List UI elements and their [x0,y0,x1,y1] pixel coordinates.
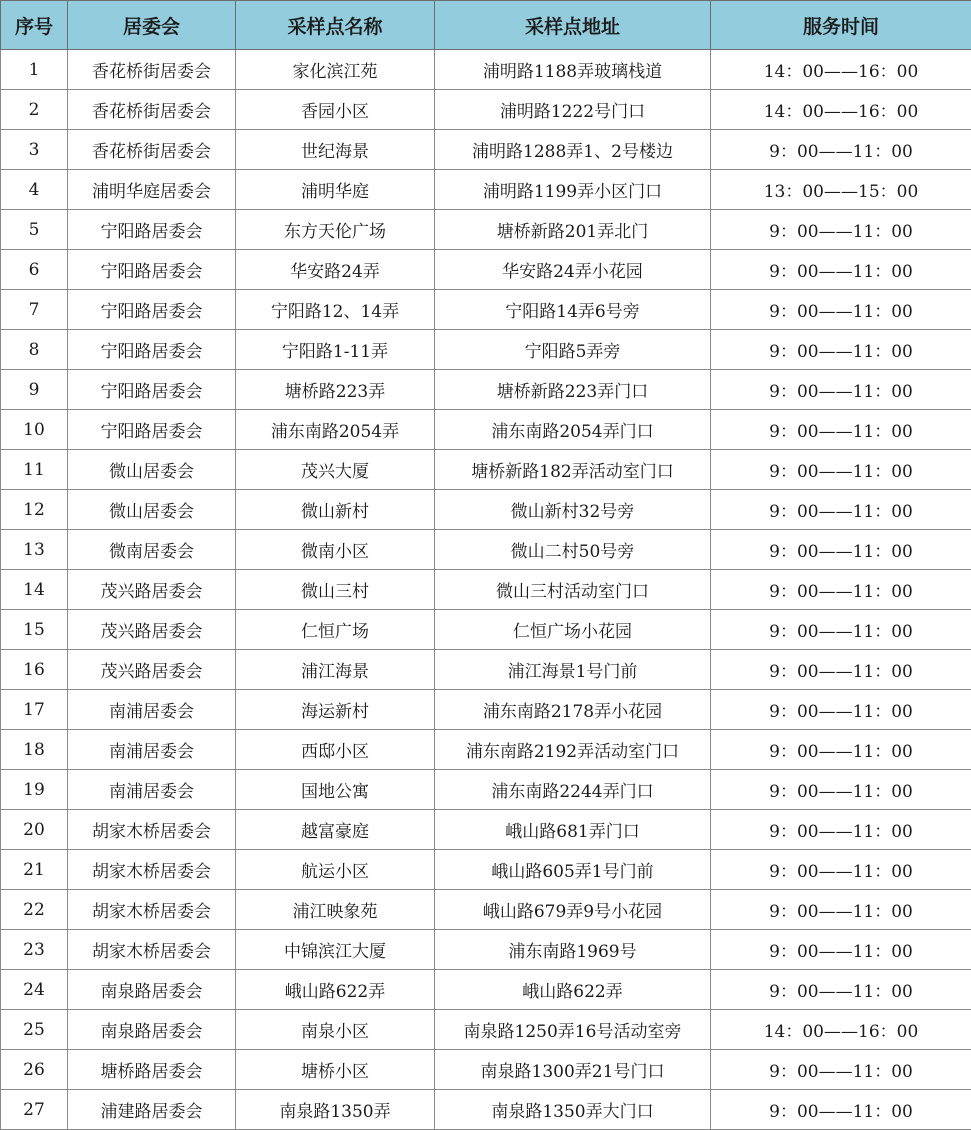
cell-index: 4 [1,170,68,210]
cell-index: 2 [1,90,68,130]
cell-service-time: 9：00——11：00 [711,530,971,570]
cell-committee: 宁阳路居委会 [68,330,236,370]
table-row [1,90,971,130]
cell-site-name: 航运小区 [236,850,435,890]
cell-committee: 南泉路居委会 [68,970,236,1010]
table-body [1,50,971,1130]
cell-service-time: 9：00——11：00 [711,570,971,610]
cell-committee: 香花桥街居委会 [68,50,236,90]
cell-index: 26 [1,1050,68,1090]
cell-site-name: 华安路24弄 [236,250,435,290]
table-row [1,490,971,530]
cell-index: 13 [1,530,68,570]
cell-site-address: 浦明路1199弄小区门口 [435,170,711,210]
cell-site-name: 南泉路1350弄 [236,1090,435,1130]
cell-site-address: 浦东南路1969号 [435,930,711,970]
cell-index: 15 [1,610,68,650]
cell-site-name: 世纪海景 [236,130,435,170]
table-row [1,1010,971,1050]
cell-service-time: 14：00——16：00 [711,90,971,130]
cell-service-time: 9：00——11：00 [711,450,971,490]
header-index: 序号 [1,1,68,50]
cell-site-name: 茂兴大厦 [236,450,435,490]
cell-index: 3 [1,130,68,170]
table-row [1,330,971,370]
cell-committee: 胡家木桥居委会 [68,890,236,930]
cell-service-time: 9：00——11：00 [711,650,971,690]
cell-committee: 南浦居委会 [68,730,236,770]
cell-site-address: 微山新村32号旁 [435,490,711,530]
cell-service-time: 9：00——11：00 [711,1050,971,1090]
cell-site-address: 微山三村活动室门口 [435,570,711,610]
cell-committee: 南泉路居委会 [68,1010,236,1050]
table-row [1,410,971,450]
cell-site-address: 宁阳路5弄旁 [435,330,711,370]
cell-site-name: 浦明华庭 [236,170,435,210]
cell-index: 6 [1,250,68,290]
cell-site-address: 塘桥新路223弄门口 [435,370,711,410]
cell-index: 5 [1,210,68,250]
cell-site-address: 微山二村50号旁 [435,530,711,570]
cell-site-address: 华安路24弄小花园 [435,250,711,290]
cell-index: 17 [1,690,68,730]
cell-committee: 宁阳路居委会 [68,370,236,410]
cell-site-address: 浦东南路2178弄小花园 [435,690,711,730]
cell-service-time: 9：00——11：00 [711,810,971,850]
cell-index: 14 [1,570,68,610]
cell-index: 1 [1,50,68,90]
cell-site-name: 塘桥小区 [236,1050,435,1090]
cell-site-name: 微南小区 [236,530,435,570]
cell-site-name: 浦江映象苑 [236,890,435,930]
cell-site-address: 峨山路605弄1号门前 [435,850,711,890]
cell-site-address: 峨山路622弄 [435,970,711,1010]
table-row [1,810,971,850]
cell-committee: 香花桥街居委会 [68,130,236,170]
table-row [1,690,971,730]
table-row [1,370,971,410]
cell-service-time: 9：00——11：00 [711,850,971,890]
cell-committee: 微山居委会 [68,490,236,530]
table-row [1,1050,971,1090]
cell-site-name: 越富豪庭 [236,810,435,850]
cell-site-name: 东方天伦广场 [236,210,435,250]
table-row [1,650,971,690]
cell-index: 9 [1,370,68,410]
cell-committee: 茂兴路居委会 [68,570,236,610]
cell-site-address: 塘桥新路201弄北门 [435,210,711,250]
cell-committee: 微南居委会 [68,530,236,570]
cell-site-address: 宁阳路14弄6号旁 [435,290,711,330]
cell-committee: 茂兴路居委会 [68,650,236,690]
cell-service-time: 14：00——16：00 [711,50,971,90]
header-site-address: 采样点地址 [435,1,711,50]
cell-site-address: 塘桥新路182弄活动室门口 [435,450,711,490]
cell-index: 21 [1,850,68,890]
cell-index: 19 [1,770,68,810]
cell-service-time: 9：00——11：00 [711,210,971,250]
cell-committee: 微山居委会 [68,450,236,490]
cell-index: 24 [1,970,68,1010]
cell-service-time: 9：00——11：00 [711,930,971,970]
cell-committee: 香花桥街居委会 [68,90,236,130]
cell-committee: 宁阳路居委会 [68,410,236,450]
header-site-name: 采样点名称 [236,1,435,50]
cell-site-address: 浦明路1188弄玻璃栈道 [435,50,711,90]
table-row [1,170,971,210]
table-row [1,1090,971,1130]
table-row [1,730,971,770]
cell-service-time: 9：00——11：00 [711,610,971,650]
header-committee: 居委会 [68,1,236,50]
cell-site-name: 微山三村 [236,570,435,610]
table-row [1,250,971,290]
cell-site-name: 塘桥路223弄 [236,370,435,410]
cell-index: 7 [1,290,68,330]
cell-site-address: 浦东南路2192弄活动室门口 [435,730,711,770]
cell-index: 27 [1,1090,68,1130]
cell-index: 22 [1,890,68,930]
cell-service-time: 9：00——11：00 [711,290,971,330]
table-row [1,970,971,1010]
table-row [1,770,971,810]
table-row [1,530,971,570]
cell-service-time: 9：00——11：00 [711,370,971,410]
cell-service-time: 9：00——11：00 [711,330,971,370]
table-row [1,450,971,490]
cell-committee: 浦明华庭居委会 [68,170,236,210]
cell-committee: 茂兴路居委会 [68,610,236,650]
header-service-time: 服务时间 [711,1,971,50]
cell-committee: 宁阳路居委会 [68,290,236,330]
cell-index: 10 [1,410,68,450]
cell-index: 18 [1,730,68,770]
cell-service-time: 9：00——11：00 [711,490,971,530]
cell-site-name: 国地公寓 [236,770,435,810]
cell-index: 11 [1,450,68,490]
cell-service-time: 9：00——11：00 [711,970,971,1010]
cell-service-time: 9：00——11：00 [711,890,971,930]
cell-site-name: 浦江海景 [236,650,435,690]
cell-site-name: 宁阳路12、14弄 [236,290,435,330]
cell-committee: 南浦居委会 [68,690,236,730]
cell-committee: 胡家木桥居委会 [68,850,236,890]
cell-committee: 塘桥路居委会 [68,1050,236,1090]
table-row [1,890,971,930]
cell-site-address: 浦东南路2054弄门口 [435,410,711,450]
cell-service-time: 13：00——15：00 [711,170,971,210]
cell-site-address: 浦明路1222号门口 [435,90,711,130]
cell-site-address: 浦明路1288弄1、2号楼边 [435,130,711,170]
cell-site-name: 西邸小区 [236,730,435,770]
cell-site-address: 南泉路1250弄16号活动室旁 [435,1010,711,1050]
table-row [1,50,971,90]
cell-index: 25 [1,1010,68,1050]
cell-site-name: 微山新村 [236,490,435,530]
header-row [1,1,971,50]
cell-site-address: 峨山路679弄9号小花园 [435,890,711,930]
cell-service-time: 9：00——11：00 [711,250,971,290]
table-row [1,850,971,890]
cell-service-time: 9：00——11：00 [711,410,971,450]
cell-site-name: 南泉小区 [236,1010,435,1050]
cell-index: 8 [1,330,68,370]
cell-site-name: 宁阳路1-11弄 [236,330,435,370]
cell-committee: 胡家木桥居委会 [68,930,236,970]
cell-site-address: 浦东南路2244弄门口 [435,770,711,810]
cell-committee: 宁阳路居委会 [68,210,236,250]
cell-site-name: 香园小区 [236,90,435,130]
cell-service-time: 9：00——11：00 [711,1090,971,1130]
cell-site-name: 浦东南路2054弄 [236,410,435,450]
table-row [1,130,971,170]
table-row [1,570,971,610]
cell-site-name: 仁恒广场 [236,610,435,650]
cell-index: 12 [1,490,68,530]
cell-committee: 胡家木桥居委会 [68,810,236,850]
cell-service-time: 9：00——11：00 [711,130,971,170]
cell-service-time: 9：00——11：00 [711,730,971,770]
cell-site-name: 家化滨江苑 [236,50,435,90]
cell-committee: 浦建路居委会 [68,1090,236,1130]
table-row [1,930,971,970]
cell-service-time: 14：00——16：00 [711,1010,971,1050]
table-row [1,210,971,250]
cell-site-address: 浦江海景1号门前 [435,650,711,690]
cell-committee: 宁阳路居委会 [68,250,236,290]
cell-index: 16 [1,650,68,690]
cell-site-name: 中锦滨江大厦 [236,930,435,970]
table-row [1,290,971,330]
cell-index: 23 [1,930,68,970]
cell-site-address: 仁恒广场小花园 [435,610,711,650]
table-row [1,610,971,650]
table-header [1,1,971,50]
cell-committee: 南浦居委会 [68,770,236,810]
cell-site-address: 南泉路1300弄21号门口 [435,1050,711,1090]
cell-site-name: 海运新村 [236,690,435,730]
cell-site-name: 峨山路622弄 [236,970,435,1010]
cell-service-time: 9：00——11：00 [711,770,971,810]
cell-site-address: 峨山路681弄门口 [435,810,711,850]
cell-index: 20 [1,810,68,850]
cell-service-time: 9：00——11：00 [711,690,971,730]
cell-site-address: 南泉路1350弄大门口 [435,1090,711,1130]
